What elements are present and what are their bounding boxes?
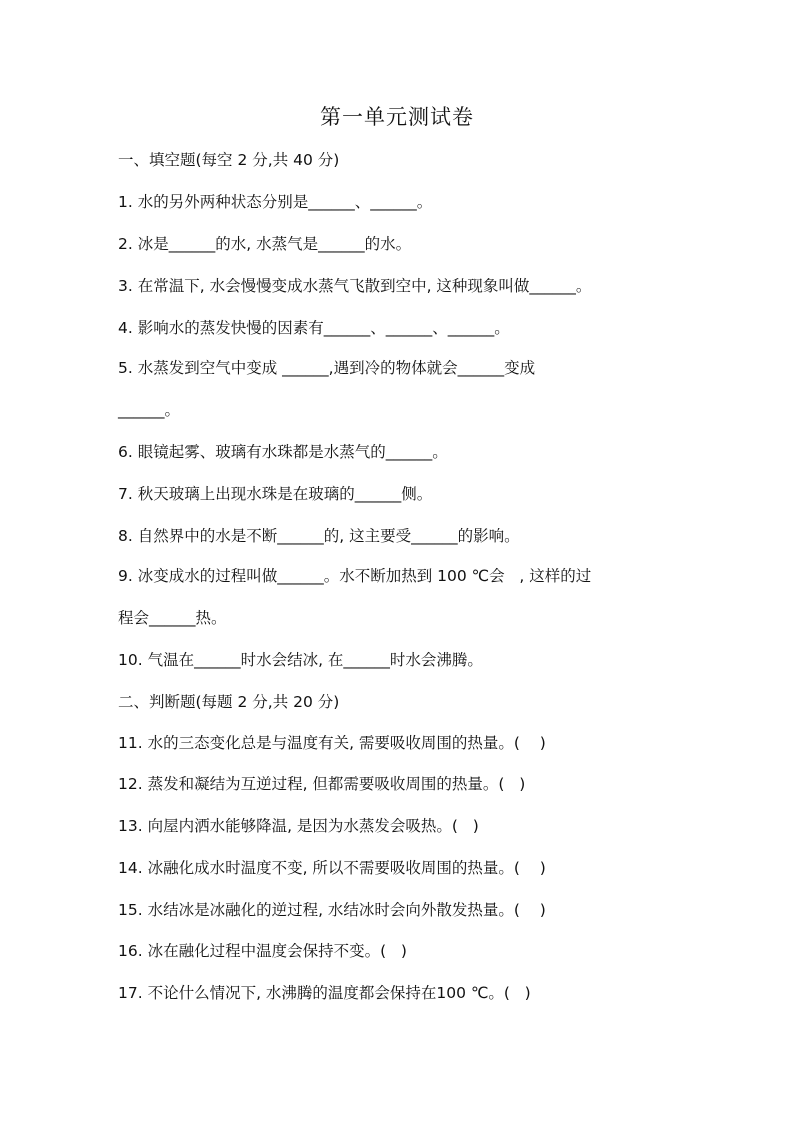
question-12: 12. 蒸发和凝结为互逆过程, 但都需要吸收周围的热量。( )	[118, 775, 526, 793]
question-2: 2. 冰是______的水, 水蒸气是______的水。	[118, 235, 412, 253]
question-11: 11. 水的三态变化总是与温度有关, 需要吸收周围的热量。( )	[118, 734, 546, 752]
section-heading-true-false: 二、判断题(每题 2 分,共 20 分)	[118, 693, 340, 711]
question-1: 1. 水的另外两种状态分别是______、______。	[118, 193, 433, 211]
question-3: 3. 在常温下, 水会慢慢变成水蒸气飞散到空中, 这种现象叫做______。	[118, 277, 592, 295]
question-16: 16. 冰在融化过程中温度会保持不变。( )	[118, 942, 407, 960]
question-14: 14. 冰融化成水时温度不变, 所以不需要吸收周围的热量。( )	[118, 859, 546, 877]
question-15: 15. 水结冰是冰融化的逆过程, 水结冰时会向外散发热量。( )	[118, 901, 546, 919]
question-8: 8. 自然界中的水是不断______的, 这主要受______的影响。	[118, 527, 520, 545]
question-13: 13. 向屋内洒水能够降温, 是因为水蒸发会吸热。( )	[118, 817, 479, 835]
question-17: 17. 不论什么情况下, 水沸腾的温度都会保持在100 ℃。( )	[118, 984, 531, 1002]
section-heading-fill-blank: 一、填空题(每空 2 分,共 40 分)	[118, 151, 340, 169]
question-7: 7. 秋天玻璃上出现水珠是在玻璃的______侧。	[118, 485, 433, 503]
question-9-continued: 程会______热。	[118, 609, 227, 627]
question-6: 6. 眼镜起雾、玻璃有水珠都是水蒸气的______。	[118, 443, 448, 461]
question-9: 9. 冰变成水的过程叫做______。水不断加热到 100 ℃会 , 这样的过	[118, 567, 592, 585]
question-10: 10. 气温在______时水会结冰, 在______时水会沸腾。	[118, 651, 483, 669]
question-5: 5. 水蒸发到空气中变成 ______,遇到冷的物体就会______变成	[118, 359, 536, 377]
question-5-continued: ______。	[118, 401, 181, 419]
page-title: 第一单元测试卷	[320, 105, 474, 129]
question-4: 4. 影响水的蒸发快慢的因素有______、______、______。	[118, 319, 510, 337]
